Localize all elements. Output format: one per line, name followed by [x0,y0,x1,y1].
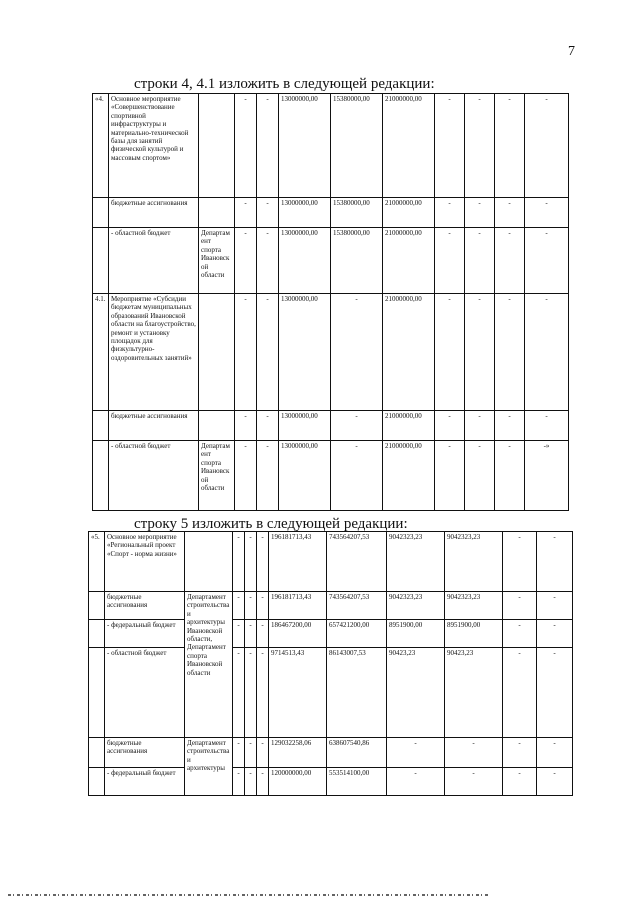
cell-dash: - [525,294,569,411]
row-executor [185,532,233,592]
cell-dash: - [495,441,525,511]
cell-value: 638607540,86 [327,738,387,768]
row-name: бюджетные ассигнования [109,411,199,441]
cell-dash: - [435,94,465,198]
row-executor: Департамент спорта Ивановской области [199,441,235,511]
cell-value: 186467200,00 [269,620,327,648]
row-number [93,228,109,294]
cell-dash: - [233,592,245,620]
row-executor [199,198,235,228]
table-row [89,592,573,620]
row-name: Мероприятие «Субсидии бюджетам муниципальных образований Ивановской области на благоустройство, ремонт и установку площадок для физкультурно-оздоровительных занятий» [109,294,199,411]
cell-value: 21000000,00 [383,411,435,441]
cell-dash: - [435,228,465,294]
table-rows-4-4-1 [92,93,569,511]
table-row [93,441,569,511]
cell-dash: - [537,620,573,648]
cell-value: 86143007,53 [327,648,387,738]
cell-dash: - [465,94,495,198]
cell-dash: - [465,411,495,441]
cell-dash: - [235,94,257,198]
cell-value: 90423,23 [387,648,445,738]
cell-value: 657421200,00 [327,620,387,648]
cell-dash: - [537,768,573,796]
row-name: бюджетные ассигнования [105,738,185,768]
row-name: - федеральный бюджет [105,620,185,648]
row-number [93,441,109,511]
cell-value: 9714513,43 [269,648,327,738]
cell-dash: - [257,441,279,511]
cell-dash: - [235,294,257,411]
row-name: - федеральный бюджет [105,768,185,796]
cell-value: 196181713,43 [269,532,327,592]
cell-value: 13000000,00 [279,441,331,511]
cell-value: 129032258,06 [269,738,327,768]
row-name: - областной бюджет [109,441,199,511]
cell-value: 9042323,23 [445,592,503,620]
row-executor: Департамент строительства и архитектуры [185,738,233,796]
row-name: Основное мероприятие «Совершенствование спортивной инфраструктуры и материально-технической базы для занятий физической культурой и массовым спортом» [109,94,199,198]
cell-value: 8951900,00 [445,620,503,648]
cell-value: 90423,23 [445,648,503,738]
cell-dash: - [233,738,245,768]
row-number [89,648,105,738]
cell-dash: - [465,198,495,228]
cell-dash: - [245,738,257,768]
row-executor [199,411,235,441]
table-row [93,228,569,294]
cell-dash: - [245,768,257,796]
cell-value: 553514100,00 [327,768,387,796]
cell-value: 9042323,23 [387,592,445,620]
cell-dash: - [465,441,495,511]
cell-dash: - [435,441,465,511]
row-executor: Департамент спорта Ивановской области [199,228,235,294]
cell-dash: - [525,198,569,228]
cell-dash: - [245,532,257,592]
cell-value: - [445,768,503,796]
cell-value: - [387,768,445,796]
table-row [89,648,573,738]
cell-value: 13000000,00 [279,94,331,198]
table-row-5 [88,531,573,796]
row-name: - областной бюджет [105,648,185,738]
cell-value: - [331,411,383,441]
cell-value: 21000000,00 [383,441,435,511]
table-row [89,738,573,768]
cell-dash: - [257,294,279,411]
cell-dash: - [495,228,525,294]
cell-dash: - [257,768,269,796]
cell-value: - [331,441,383,511]
cell-dash: - [235,441,257,511]
row-name: бюджетные ассигнования [105,592,185,620]
cell-dash: - [537,648,573,738]
row-name: - областной бюджет [109,228,199,294]
row-number [93,411,109,441]
cell-dash: - [537,738,573,768]
cell-value: 15380000,00 [331,94,383,198]
table-row [89,532,573,592]
cell-value: 743564207,53 [327,532,387,592]
cell-dash: - [503,592,537,620]
row-executor: Департамент строительства и архитектуры Ивановской области, Департамент спорта Ивановской области [185,592,233,738]
cell-value: 8951900,00 [387,620,445,648]
row-number [89,768,105,796]
cell-value: 13000000,00 [279,294,331,411]
cell-value: 120000000,00 [269,768,327,796]
cell-dash: - [233,532,245,592]
cell-dash: - [257,648,269,738]
cell-dash: - [537,592,573,620]
row-number [93,198,109,228]
cell-value: - [387,738,445,768]
cell-dash: - [495,294,525,411]
table-row [89,768,573,796]
table-row [89,620,573,648]
row-number [89,738,105,768]
cell-dash: - [525,94,569,198]
table-row [93,294,569,411]
cell-dash: - [257,738,269,768]
cell-dash: - [525,411,569,441]
row-name: Основное мероприятие «Региональный проект «Спорт - норма жизни» [105,532,185,592]
row-number [89,592,105,620]
cell-dash: - [257,620,269,648]
cell-dash: - [503,620,537,648]
cell-dash: - [245,620,257,648]
cell-dash: - [233,620,245,648]
cell-dash: - [257,228,279,294]
cell-value: 21000000,00 [383,294,435,411]
row-executor [199,94,235,198]
cell-dash: - [495,198,525,228]
cell-dash: - [503,648,537,738]
cell-dash: - [257,532,269,592]
cell-dash: - [235,411,257,441]
row-number [89,620,105,648]
cell-dash: - [233,768,245,796]
table-row [93,198,569,228]
cell-dash: - [233,648,245,738]
cell-value: 9042323,23 [387,532,445,592]
cell-value: 13000000,00 [279,198,331,228]
scan-artifact-line [8,894,488,896]
section-heading-row-5: строку 5 изложить в следующей редакции: [134,516,408,532]
cell-value: 15380000,00 [331,228,383,294]
cell-dash: - [465,294,495,411]
cell-value: 21000000,00 [383,94,435,198]
cell-value: 15380000,00 [331,198,383,228]
row-number: 4.1. [93,294,109,411]
cell-dash: - [235,228,257,294]
cell-value: - [331,294,383,411]
cell-dash: - [245,592,257,620]
cell-dash: - [537,532,573,592]
cell-dash: - [257,198,279,228]
cell-dash: - [503,532,537,592]
cell-dash: - [465,228,495,294]
cell-value: 9042323,23 [445,532,503,592]
cell-dash: - [235,198,257,228]
cell-value: 21000000,00 [383,198,435,228]
cell-value: 743564207,53 [327,592,387,620]
cell-dash: - [503,768,537,796]
cell-dash: - [435,411,465,441]
section-heading-rows-4: строки 4, 4.1 изложить в следующей редакции: [134,76,435,92]
cell-value: 196181713,43 [269,592,327,620]
row-number: «4. [93,94,109,198]
cell-value: 21000000,00 [383,228,435,294]
cell-dash: - [257,592,269,620]
cell-dash: - [245,648,257,738]
cell-value: 13000000,00 [279,411,331,441]
row-number: «5. [89,532,105,592]
cell-value: 13000000,00 [279,228,331,294]
cell-dash: - [525,228,569,294]
page-number: 7 [568,44,575,59]
row-name: бюджетные ассигнования [109,198,199,228]
cell-dash: -» [525,441,569,511]
cell-dash: - [495,94,525,198]
cell-dash: - [495,411,525,441]
cell-dash: - [503,738,537,768]
table-row [93,411,569,441]
cell-dash: - [435,198,465,228]
cell-dash: - [257,411,279,441]
table-row [93,94,569,198]
cell-value: - [445,738,503,768]
cell-dash: - [257,94,279,198]
cell-dash: - [435,294,465,411]
row-executor [199,294,235,411]
